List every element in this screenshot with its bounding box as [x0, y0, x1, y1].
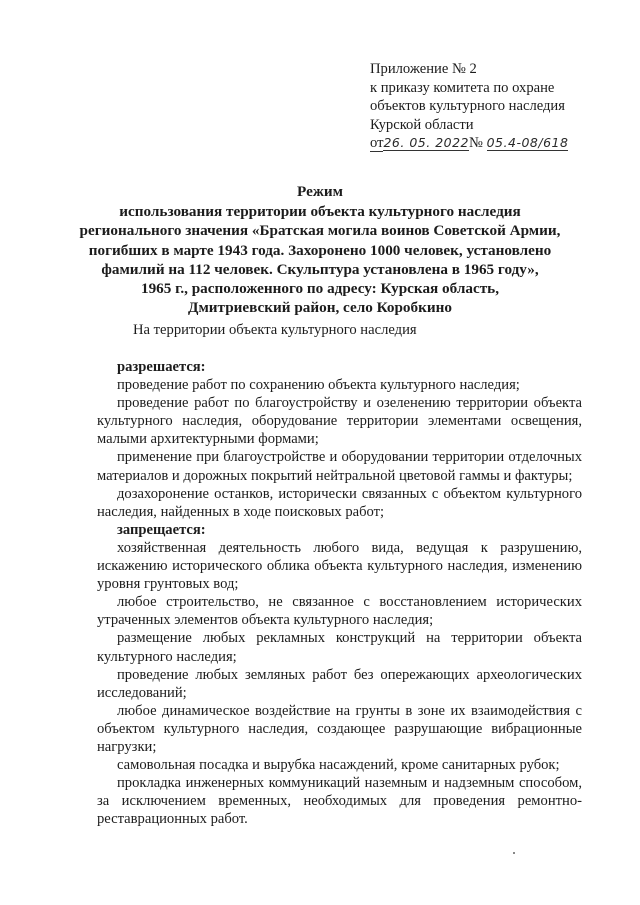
appendix-number: Приложение № 2	[370, 61, 477, 77]
order-reference: к приказу комитета по охране	[370, 79, 555, 96]
allowed-item: проведение работ по сохранению объекта культурного наследия;	[117, 377, 520, 394]
from-prefix: от	[370, 135, 384, 151]
forbidden-item: проведение любых земляных работ без опережающих археологических исследований;	[97, 666, 582, 701]
forbidden-item: любое строительство, не связанное с восстановлением исторических утраченных элементов объекта культурного наследия;	[97, 594, 582, 629]
appendix-header	[370, 60, 620, 153]
order-date-number-line	[370, 134, 620, 153]
allowed-heading: разрешается:	[117, 359, 206, 375]
committee-name: объектов культурного наследия	[370, 98, 565, 114]
title-line-6: Дмитриевский район, село Коробкино	[188, 299, 452, 317]
forbidden-item: прокладка инженерных коммуникаций наземным и надземным способом, за исключением временных, необходимых для проведения ремонтно-реставрационных работ.	[97, 775, 582, 828]
scan-speck	[513, 852, 515, 854]
regime-body	[97, 358, 582, 828]
handwritten-order-number: 05.4-08/618	[486, 135, 569, 150]
title-line-1: использования территории объекта культурного наследия	[119, 203, 521, 221]
forbidden-item: самовольная посадка и вырубка насаждений, кроме санитарных рубок;	[117, 757, 560, 774]
title-line-5: 1965 г., расположенного по адресу: Курская область,	[140, 280, 500, 298]
number-sign: №	[469, 135, 483, 151]
document-title	[60, 182, 580, 317]
allowed-item: дозахоронение останков, исторически связанных с объектом культурного наследия, найденных в ходе поисковых работ;	[97, 485, 582, 520]
title-heading: Режим	[297, 183, 343, 200]
forbidden-item: хозяйственная деятельность любого вида, ведущая к разрушению, искажению исторического облика объекта культурного наследия, изменению уровня грунтовых вод;	[97, 539, 582, 593]
allowed-item: проведение работ по благоустройству и озеленению территории объекта культурного наследия, оборудование территории элементами освещения, малыми архитектурными формами;	[97, 395, 582, 448]
forbidden-item: любое динамическое воздействие на грунты в зоне их взаимодействия с объектом культурного наследия, создающее разрушающие вибрационные нагрузки;	[97, 702, 582, 755]
intro-text: На территории объекта культурного наследия	[133, 322, 417, 338]
title-line-3: погибших в марте 1943 года. Захоронено 1000 человек, установлено	[88, 241, 552, 259]
forbidden-item: размещение любых рекламных конструкций на территории объекта культурного наследия;	[97, 630, 582, 665]
title-line-2: регионального значения «Братская могила воинов Советской Армии,	[79, 222, 561, 240]
allowed-item: применение при благоустройстве и оборудовании территории отделочных материалов и дорожных покрытий нейтральной цветовой гаммы и фактуры;	[97, 449, 582, 484]
forbidden-heading: запрещается:	[117, 521, 206, 538]
region-name: Курской области	[370, 116, 474, 133]
handwritten-date: 26. 05. 2022	[383, 135, 470, 150]
title-line-4: фамилий на 112 человек. Скульптура установлена в 1965 году»,	[101, 260, 539, 278]
